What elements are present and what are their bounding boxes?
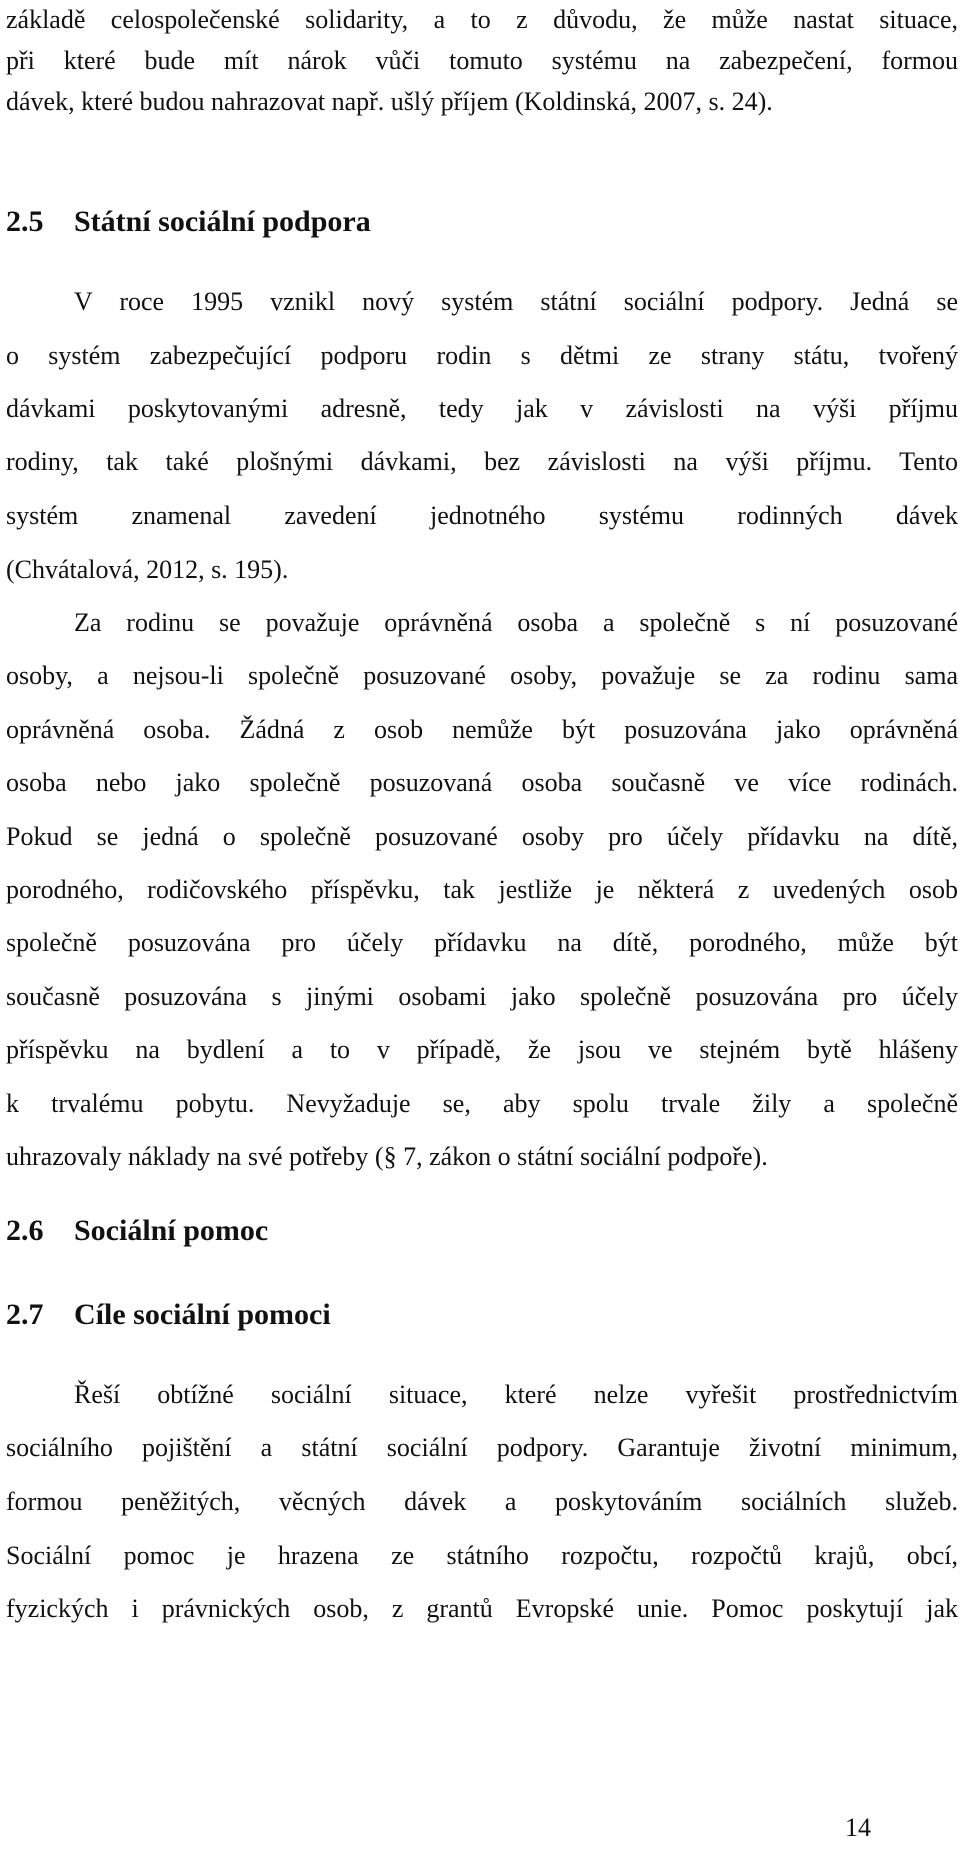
state-support-line-2: o systém zabezpečující podporu rodin s dětmi ze strany státu, tvořený bbox=[6, 341, 958, 370]
section-title: Sociální pomoc bbox=[74, 1214, 269, 1247]
state-support-line-4: rodiny, tak také plošnými dávkami, bez závislosti na výši příjmu. Tento bbox=[6, 447, 958, 476]
social-aid-line-3: formou peněžitých, věcných dávek a poskytováním sociálních služeb. bbox=[6, 1487, 958, 1516]
section-number: 2.7 bbox=[6, 1298, 44, 1331]
state-support-line-6: (Chvátalová, 2012, s. 195). bbox=[6, 555, 289, 584]
family-definition-line-4: osoba nebo jako společně posuzovaná osoba současně ve více rodinách. bbox=[6, 768, 958, 797]
section-number: 2.5 bbox=[6, 205, 44, 238]
page-number: 14 bbox=[845, 1813, 871, 1842]
social-aid-line-2: sociálního pojištění a státní sociální podpory. Garantuje životní minimum, bbox=[6, 1433, 958, 1462]
family-definition-line-2: osoby, a nejsou-li společně posuzované osoby, považuje se za rodinu sama bbox=[6, 661, 958, 690]
family-definition-line-7: společně posuzována pro účely přídavku na dítě, porodného, může být bbox=[6, 928, 958, 957]
family-definition-line-10: k trvalému pobytu. Nevyžaduje se, aby spolu trvale žily a společně bbox=[6, 1089, 958, 1118]
section-number: 2.6 bbox=[6, 1214, 44, 1247]
section-heading-2-6 bbox=[6, 1209, 268, 1253]
section-title: Cíle sociální pomoci bbox=[74, 1298, 331, 1331]
section-title: Státní sociální podpora bbox=[74, 205, 371, 238]
intro-line-2: při které bude mít nárok vůči tomuto systému na zabezpečení, formou bbox=[6, 46, 958, 75]
document-page bbox=[6, 0, 958, 1860]
state-support-line-3: dávkami poskytovanými adresně, tedy jak v závislosti na výši příjmu bbox=[6, 394, 958, 423]
family-definition-line-3: oprávněná osoba. Žádná z osob nemůže být posuzována jako oprávněná bbox=[6, 715, 958, 744]
social-aid-line-1: Řeší obtížné sociální situace, které nelze vyřešit prostřednictvím bbox=[74, 1380, 958, 1409]
family-definition-line-1: Za rodinu se považuje oprávněná osoba a společně s ní posuzované bbox=[74, 608, 958, 637]
section-heading-2-5 bbox=[6, 200, 371, 244]
social-aid-line-5: fyzických i právnických osob, z grantů Evropské unie. Pomoc poskytují jak bbox=[6, 1594, 958, 1623]
section-heading-2-7 bbox=[6, 1293, 331, 1337]
state-support-line-1: V roce 1995 vznikl nový systém státní sociální podpory. Jedná se bbox=[74, 287, 958, 316]
intro-line-3: dávek, které budou nahrazovat např. ušlý příjem (Koldinská, 2007, s. 24). bbox=[6, 87, 773, 116]
family-definition-line-8: současně posuzována s jinými osobami jako společně posuzována pro účely bbox=[6, 982, 958, 1011]
family-definition-line-9: příspěvku na bydlení a to v případě, že jsou ve stejném bytě hlášeny bbox=[6, 1035, 958, 1064]
family-definition-line-6: porodného, rodičovského příspěvku, tak jestliže je některá z uvedených osob bbox=[6, 875, 958, 904]
social-aid-line-4: Sociální pomoc je hrazena ze státního rozpočtu, rozpočtů krajů, obcí, bbox=[6, 1541, 958, 1570]
state-support-line-5: systém znamenal zavedení jednotného systému rodinných dávek bbox=[6, 501, 958, 530]
family-definition-line-5: Pokud se jedná o společně posuzované osoby pro účely přídavku na dítě, bbox=[6, 822, 958, 851]
family-definition-line-11: uhrazovaly náklady na své potřeby (§ 7, zákon o státní sociální podpoře). bbox=[6, 1142, 768, 1171]
intro-line-1: základě celospolečenské solidarity, a to z důvodu, že může nastat situace, bbox=[6, 5, 958, 34]
